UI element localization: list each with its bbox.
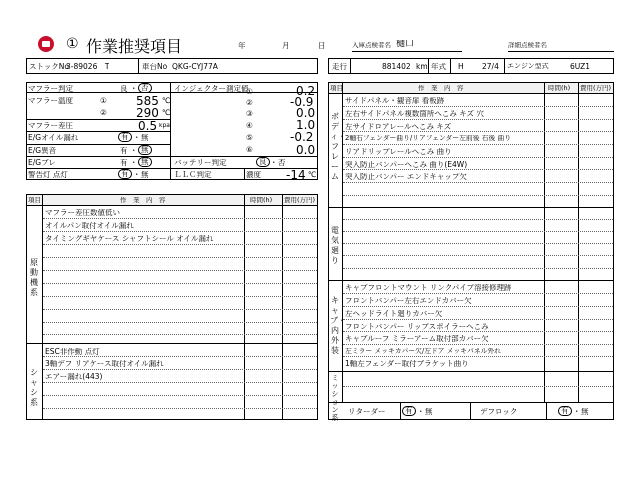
density-label: 濃度: [246, 171, 261, 179]
right-col-item: 項目: [330, 85, 343, 92]
muffler-temp-label: マフラー温度: [28, 97, 73, 105]
logo-icon: [38, 36, 54, 52]
stock-value: 3-89026 T: [66, 63, 110, 71]
inj-3-num: ③: [246, 110, 253, 118]
month-label: 月: [282, 42, 290, 50]
inj-6-num: ⑥: [246, 146, 253, 154]
kpa-unit: kpa: [159, 123, 170, 129]
battery-bad: 否: [278, 159, 286, 167]
mileage-unit: km: [416, 63, 428, 71]
cab-row-1: キャブフロントマウント リンクパイプ溶接修理跡: [345, 284, 512, 292]
page-title: 作業推奨項目: [86, 37, 183, 56]
celsius-unit-1: ℃: [162, 97, 171, 105]
warning-yes-circled: 有: [118, 169, 132, 179]
llc-unit: ℃: [308, 171, 317, 179]
body-row-5: リアドリップレールへこみ 曲り: [345, 148, 452, 156]
section-body-frame: ボディ・フレーム: [330, 112, 346, 181]
body-row-1: サイドパネル・観音扉 看板跡: [345, 97, 445, 105]
right-col-content: 作 業 内 容: [418, 85, 464, 92]
day-label: 日: [318, 42, 326, 50]
engine-row-1: マフラー差圧数値低い: [45, 209, 120, 217]
right-work-table: [328, 82, 614, 420]
right-col-time: 時間(h): [548, 85, 571, 92]
celsius-unit-2: ℃: [162, 109, 171, 117]
engine-row-2: オイルパン取付オイル漏れ: [45, 222, 134, 230]
llc-value: -14: [286, 168, 306, 182]
defrock-label: デフロック: [480, 408, 518, 416]
section-chassis: シャシ系: [30, 368, 38, 407]
section-mission: ミッション系: [331, 374, 339, 422]
cab-row-7: 1軸左フェンダー取付ブラケット曲り: [345, 360, 469, 368]
inj-4-num: ④: [246, 122, 253, 130]
muffler-diff-value: 0.5: [138, 119, 158, 133]
oil-leak-no: 無: [141, 134, 149, 142]
battery-label: バッテリー判定: [174, 159, 227, 167]
engine-label: エンジン型式: [507, 63, 549, 70]
inj-4-value: 1.0: [296, 118, 316, 132]
oil-leak-label: E/Gオイル漏れ: [28, 134, 79, 142]
muffler-judge-label: マフラー判定: [28, 85, 73, 93]
sound-yes: 有: [120, 147, 128, 155]
body-row-3: 左サイドロアレールへこみ キズ: [345, 123, 452, 131]
muffler-temp-1-value: 585: [136, 94, 159, 108]
muffler-diff-label: マフラー差圧: [28, 122, 73, 130]
left-col-item: 項目: [28, 197, 41, 204]
inj-1-num: ①: [246, 88, 253, 96]
body-row-4: 2軸右フェンダー曲り/リアフェンダー左前後 右後 曲り: [345, 135, 512, 142]
sound-no-circled: 無: [138, 145, 152, 155]
section-electric: 電気廻り: [331, 226, 339, 265]
engine-value: 6UZ1: [570, 63, 591, 71]
vibration-label: E/Gブレ: [28, 159, 56, 167]
inj-2-num: ②: [246, 99, 253, 107]
oil-leak-yes-circled: 有: [118, 132, 132, 142]
muffler-temp-1-num: ①: [100, 97, 107, 105]
inj-6-value: 0.0: [296, 143, 316, 155]
chassis-row-3: エアー漏れ(443): [45, 373, 103, 381]
cab-row-2: フロントバンパー左右エンドカバー欠: [345, 297, 472, 305]
era: H: [458, 63, 464, 71]
cab-row-4: フロントバンパー リップスポイラーへこみ: [345, 323, 489, 331]
inj-1-value: 0.2: [296, 84, 316, 98]
cab-row-3: 左ヘッドライト廻りカバー欠: [345, 310, 443, 318]
defrock-no: 無: [581, 408, 589, 416]
muffler-bad-circled: 否: [138, 83, 152, 93]
model-label: 車台No: [142, 63, 168, 71]
cab-row-5: キャブルーフ ミラーアーム取付部カバー欠: [345, 335, 489, 343]
llc-label: ＬＬＣ判定: [174, 171, 212, 179]
left-col-cost: 費用(万円): [284, 197, 316, 204]
left-col-time: 時間(h): [250, 197, 273, 204]
section-engine: 原動機系: [30, 258, 38, 297]
mileage-value: 881402: [382, 63, 411, 71]
retarder-no: 無: [425, 408, 433, 416]
engine-row-3: タイミングギヤケース シャフトシール オイル漏れ: [45, 235, 214, 243]
inj-3-value: 0.0: [296, 106, 316, 120]
inj-2-value: -0.9: [290, 95, 314, 109]
model-value: QKG-CYJ77A: [172, 63, 218, 71]
inspector-name: 樋口: [396, 40, 415, 49]
inspector-label: 入庫点検者名: [352, 42, 391, 49]
chassis-row-2: 3軸デフ リアケース取付オイル漏れ: [45, 360, 164, 368]
left-col-content: 作 業 内 容: [120, 197, 166, 204]
section-cab: キャブ・内外装: [330, 296, 346, 355]
body-row-7: 突入防止バンパー エンドキャップ欠: [345, 173, 467, 181]
body-row-6: 突入防止バンパーへこみ 曲り(E4W): [345, 161, 468, 169]
mileage-label: 走行: [332, 63, 347, 71]
right-col-cost: 費用(万円): [580, 85, 612, 92]
muffler-good: 良: [120, 85, 128, 93]
stock-label: ストックNo: [29, 63, 69, 71]
retarder-label: リターダー: [348, 408, 386, 416]
warning-lamp-label: 警告灯 点灯: [28, 171, 68, 179]
year-label: 年: [238, 42, 246, 50]
retarder-yes-circled: 有: [402, 406, 416, 416]
vibration-yes: 有: [120, 159, 128, 167]
detail-inspector-label: 詳細点検者名: [508, 42, 547, 49]
page-number: ①: [66, 36, 79, 52]
cab-row-6: 左ミラー メッキカバー欠/左ドア メッキパネル外れ: [345, 348, 501, 355]
inj-5-value: -0.2: [290, 130, 314, 144]
injector-label: インジェクター測定値: [174, 85, 249, 93]
defrock-yes-circled: 有: [558, 406, 572, 416]
year-model-value: 27/4: [482, 63, 499, 71]
year-model-label: 年式: [431, 63, 446, 71]
warning-no: 無: [141, 171, 149, 179]
body-row-2: 左右サイドパネル複数箇所へこみ キズ 穴: [345, 110, 484, 118]
vibration-no-circled: 無: [138, 157, 152, 167]
battery-good-circled: 良: [256, 157, 270, 167]
muffler-temp-2-value: 290: [136, 106, 159, 120]
inj-5-num: ⑤: [246, 134, 253, 142]
muffler-temp-2-num: ②: [100, 109, 107, 117]
chassis-row-1: ESC非作動 点灯: [45, 348, 100, 356]
abnormal-sound-label: E/G異音: [28, 147, 57, 155]
